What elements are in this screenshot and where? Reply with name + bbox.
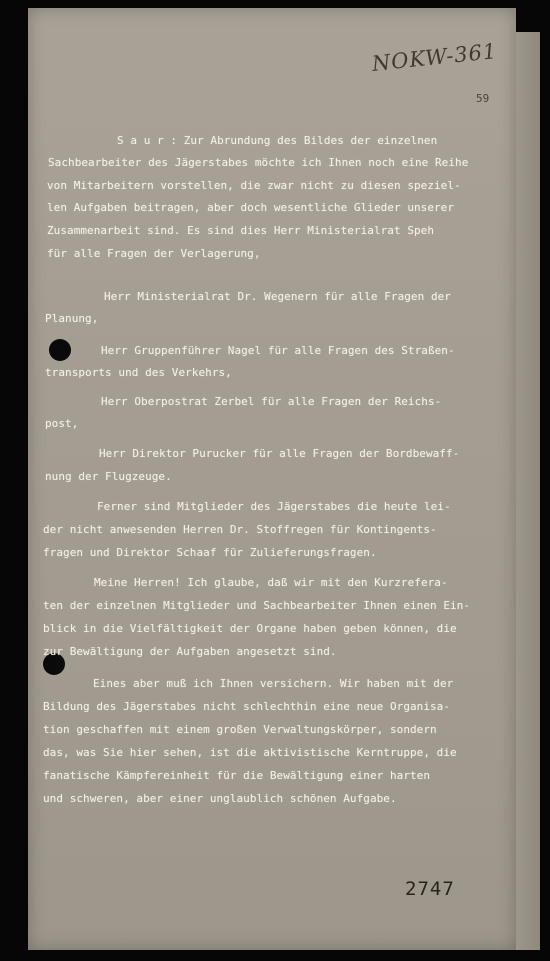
text-line: transports und des Verkehrs,: [45, 366, 232, 379]
text-line: zur Bewältigung der Aufgaben angesetzt sind.: [43, 645, 337, 658]
text-line: Herr Ministerialrat Dr. Wegenern für alle Fragen der: [104, 290, 451, 303]
text-line: von Mitarbeitern vorstellen, die zwar nicht zu diesen speziel-: [47, 179, 461, 192]
document-code-handwritten: NOKW-361: [370, 38, 499, 76]
text-line: und schweren, aber einer unglaublich schönen Aufgabe.: [43, 792, 397, 805]
text-line: Herr Gruppenführer Nagel für alle Fragen des Straßen-: [101, 344, 455, 357]
text-line: Herr Direktor Purucker für alle Fragen der Bordbewaff-: [99, 447, 460, 460]
text-line: fragen und Direktor Schaaf für Zulieferungsfragen.: [43, 546, 377, 559]
text-line: ten der einzelnen Mitglieder und Sachbearbeiter Ihnen einen Ein-: [43, 599, 471, 612]
text-line: Sachbearbeiter des Jägerstabes möchte ich Ihnen noch eine Reihe: [48, 156, 469, 169]
text-line: Planung,: [45, 312, 99, 325]
text-line: das, was Sie hier sehen, ist die aktivistische Kerntruppe, die: [43, 746, 457, 759]
text-line: fanatische Kämpfereinheit für die Bewältigung einer harten: [43, 769, 431, 782]
text-line: Zusammenarbeit sind. Es sind dies Herr Ministerialrat Speh: [47, 224, 435, 237]
text-line: Meine Herren! Ich glaube, daß wir mit den Kurzrefera-: [94, 576, 448, 589]
text-line: Bildung des Jägerstabes nicht schlechthin eine neue Organisa-: [43, 700, 451, 713]
stamped-page-number: 2747: [405, 878, 455, 900]
text-line: len Aufgaben beitragen, aber doch wesentliche Glieder unserer: [47, 201, 455, 214]
page-number: 59: [476, 92, 490, 105]
text-line: der nicht anwesenden Herren Dr. Stoffregen für Kontingents-: [43, 523, 437, 536]
text-line: nung der Flugzeuge.: [45, 470, 172, 483]
text-line: tion geschaffen mit einem großen Verwaltungskörper, sondern: [43, 723, 437, 736]
text-line: blick in die Vielfältigkeit der Organe haben geben können, die: [43, 622, 457, 635]
text-line: für alle Fragen der Verlagerung,: [47, 247, 261, 260]
text-line: S a u r : Zur Abrundung des Bildes der einzelnen: [117, 134, 438, 147]
text-line: post,: [45, 417, 79, 430]
text-line: Ferner sind Mitglieder des Jägerstabes die heute lei-: [97, 500, 451, 513]
text-line: Herr Oberpostrat Zerbel für alle Fragen der Reichs-: [101, 395, 442, 408]
text-line: Eines aber muß ich Ihnen versichern. Wir haben mit der: [93, 677, 454, 690]
